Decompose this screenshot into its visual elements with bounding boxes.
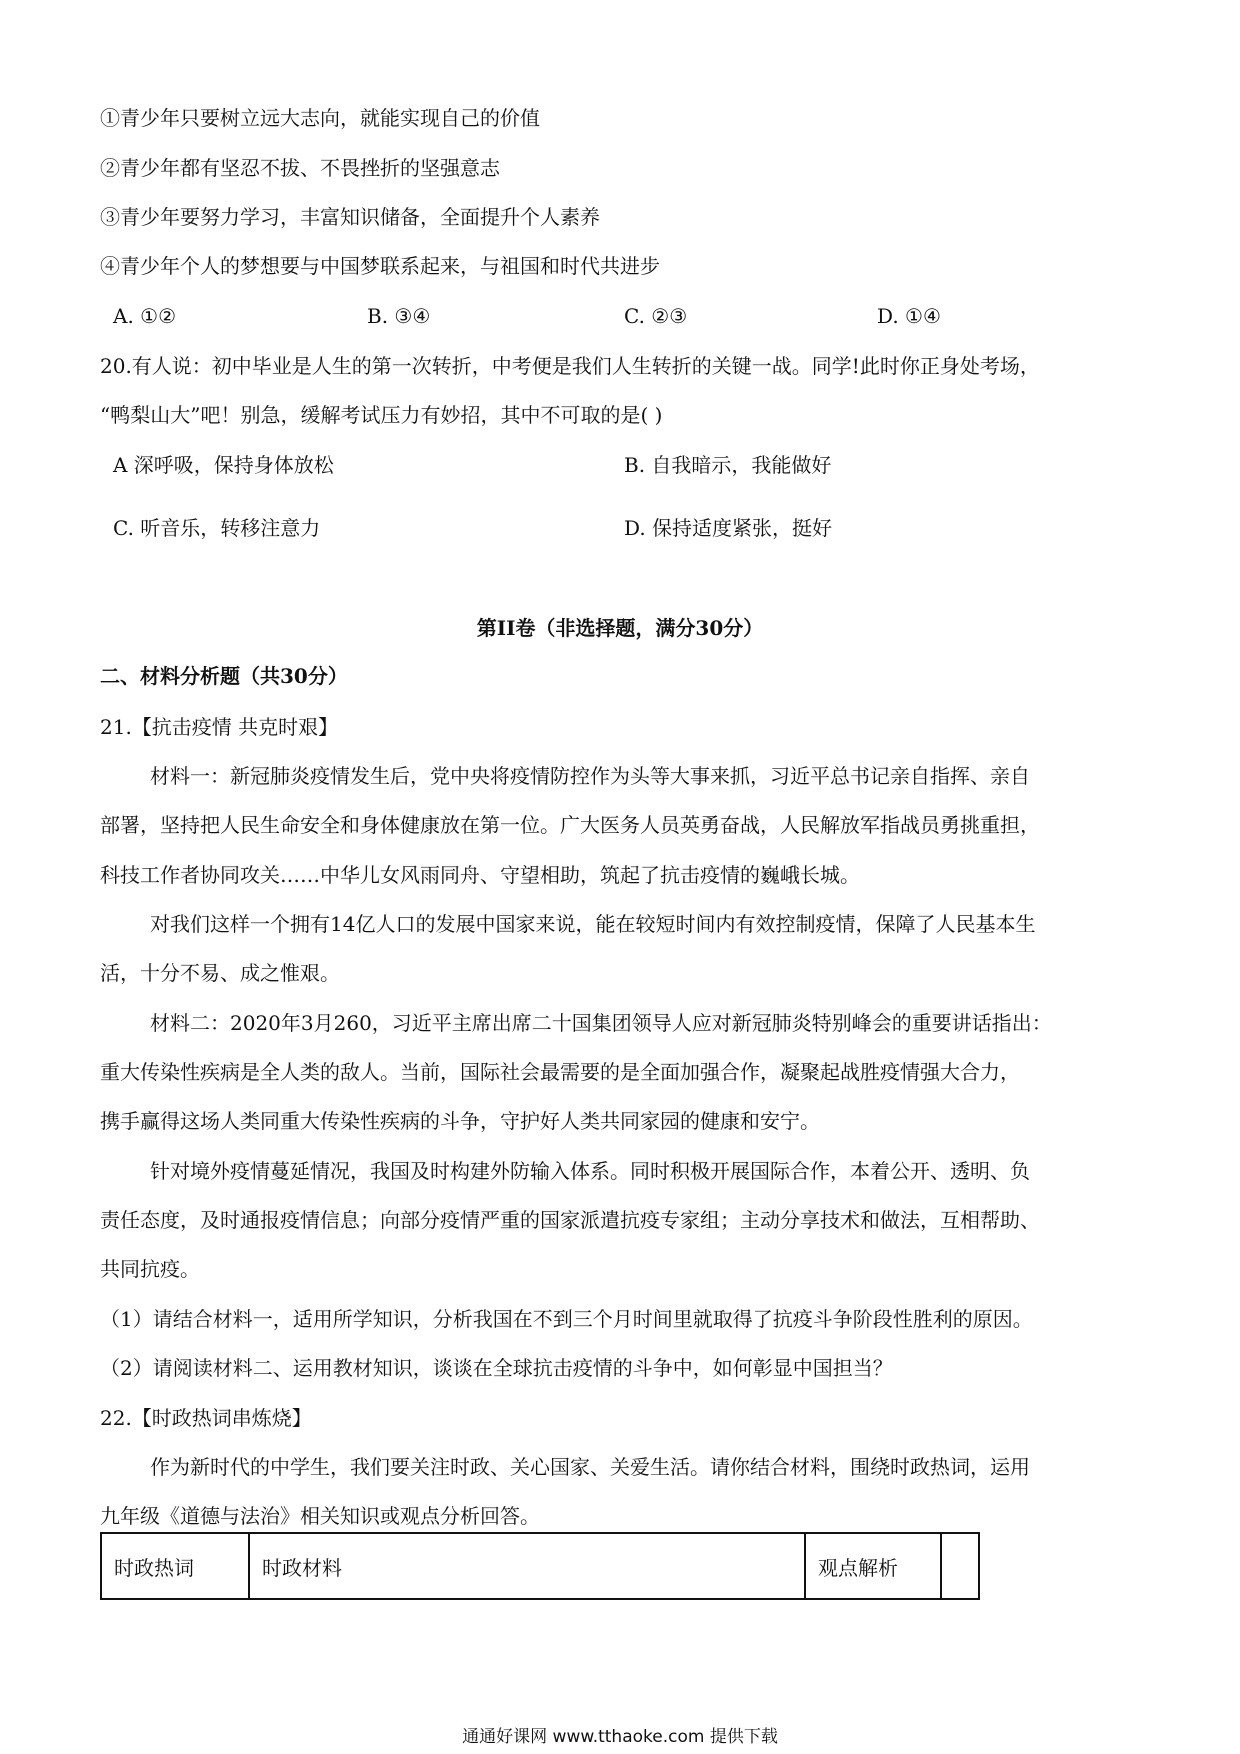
q19-option-b: B. ③④	[367, 304, 431, 328]
header-cell-hot-word: 时政热词	[101, 1533, 249, 1599]
header-cell-material: 时政材料	[249, 1533, 805, 1599]
q21-material-1b-line-2: 活，十分不易、成之惟艰。	[100, 961, 340, 985]
q21-material-2b-line-3: 共同抗疫。	[100, 1257, 200, 1281]
q20-stem-line-1: 20.有人说：初中毕业是人生的第一次转折，中考便是我们人生转折的关键一战。同学!此时你正身处考场，	[100, 354, 1040, 378]
q21-material-1b-line-1: 对我们这样一个拥有14亿人口的发展中国家来说，能在较短时间内有效控制疫情，保障了人民基本生	[150, 912, 1036, 936]
hot-words-table	[100, 1532, 980, 1600]
q19-option-a: A. ①②	[113, 304, 177, 328]
q22-title: 22.【时政热词串炼烧】	[100, 1406, 312, 1430]
q20-option-c: C. 听音乐，转移注意力	[113, 516, 321, 540]
q19-item-2: ②青少年都有坚忍不拔、不畏挫折的坚强意志	[100, 156, 500, 180]
q21-material-2-line-2: 重大传染性疾病是全人类的敌人。当前，国际社会最需要的是全面加强合作，凝聚起战胜疫情强大合力，	[100, 1060, 1020, 1084]
q22-intro-line-1: 作为新时代的中学生，我们要关注时政、关心国家、关爱生活。请你结合材料，围绕时政热词，运用	[150, 1455, 1030, 1479]
header-cell-empty	[941, 1533, 979, 1599]
q19-option-c: C. ②③	[624, 304, 688, 328]
q19-item-3: ③青少年要努力学习，丰富知识储备，全面提升个人素养	[100, 205, 600, 229]
q20-stem-line-2: “鸭梨山大”吧！别急，缓解考试压力有妙招，其中不可取的是( )	[100, 403, 663, 427]
q21-sub-question-2: （2）请阅读材料二、运用教材知识，谈谈在全球抗击疫情的斗争中，如何彰显中国担当？	[100, 1356, 893, 1380]
q20-option-a: A 深呼吸，保持身体放松	[113, 453, 334, 477]
q22-intro-line-2: 九年级《道德与法治》相关知识或观点分析回答。	[100, 1504, 540, 1528]
q21-title: 21.【抗击疫情 共克时艰】	[100, 715, 339, 739]
table-row	[101, 1533, 979, 1599]
section-title: 第II卷（非选择题，满分30分）	[476, 616, 764, 640]
q21-material-2b-line-2: 责任态度，及时通报疫情信息；向部分疫情严重的国家派遣抗疫专家组；主动分享技术和做法，互相帮助、	[100, 1208, 1040, 1232]
q21-material-2-line-3: 携手赢得这场人类同重大传染性疾病的斗争，守护好人类共同家园的健康和安宁。	[100, 1109, 820, 1133]
q21-material-2b-line-1: 针对境外疫情蔓延情况，我国及时构建外防输入体系。同时积极开展国际合作，本着公开、透明、负	[150, 1159, 1030, 1183]
header-cell-analysis: 观点解析	[805, 1533, 941, 1599]
q21-material-2-line-1: 材料二：2020年3月260，习近平主席出席二十国集团领导人应对新冠肺炎特别峰会的重要讲话指出：	[150, 1011, 1052, 1035]
q21-material-1-line-2: 部署，坚持把人民生命安全和身体健康放在第一位。广大医务人员英勇奋战，人民解放军指战员勇挑重担，	[100, 813, 1040, 837]
q19-item-1: ①青少年只要树立远大志向，就能实现自己的价值	[100, 106, 540, 130]
q21-sub-question-1: （1）请结合材料一，适用所学知识，分析我国在不到三个月时间里就取得了抗疫斗争阶段性胜利的原因。	[100, 1307, 1033, 1331]
q21-material-1-line-3: 科技工作者协同攻关……中华儿女风雨同舟、守望相助，筑起了抗击疫情的巍峨长城。	[100, 863, 860, 887]
q21-material-1-line-1: 材料一：新冠肺炎疫情发生后，党中央将疫情防控作为头等大事来抓，习近平总书记亲自指挥、亲自	[150, 764, 1030, 788]
q20-option-d: D. 保持适度紧张，挺好	[624, 516, 833, 540]
q20-option-b: B. 自我暗示，我能做好	[624, 453, 832, 477]
part-title: 二、材料分析题（共30分）	[100, 664, 348, 688]
q19-item-4: ④青少年个人的梦想要与中国梦联系起来，与祖国和时代共进步	[100, 254, 660, 278]
page-footer: 通通好课网 www.tthaoke.com 提供下载	[462, 1727, 778, 1747]
q19-option-d: D. ①④	[877, 304, 941, 328]
